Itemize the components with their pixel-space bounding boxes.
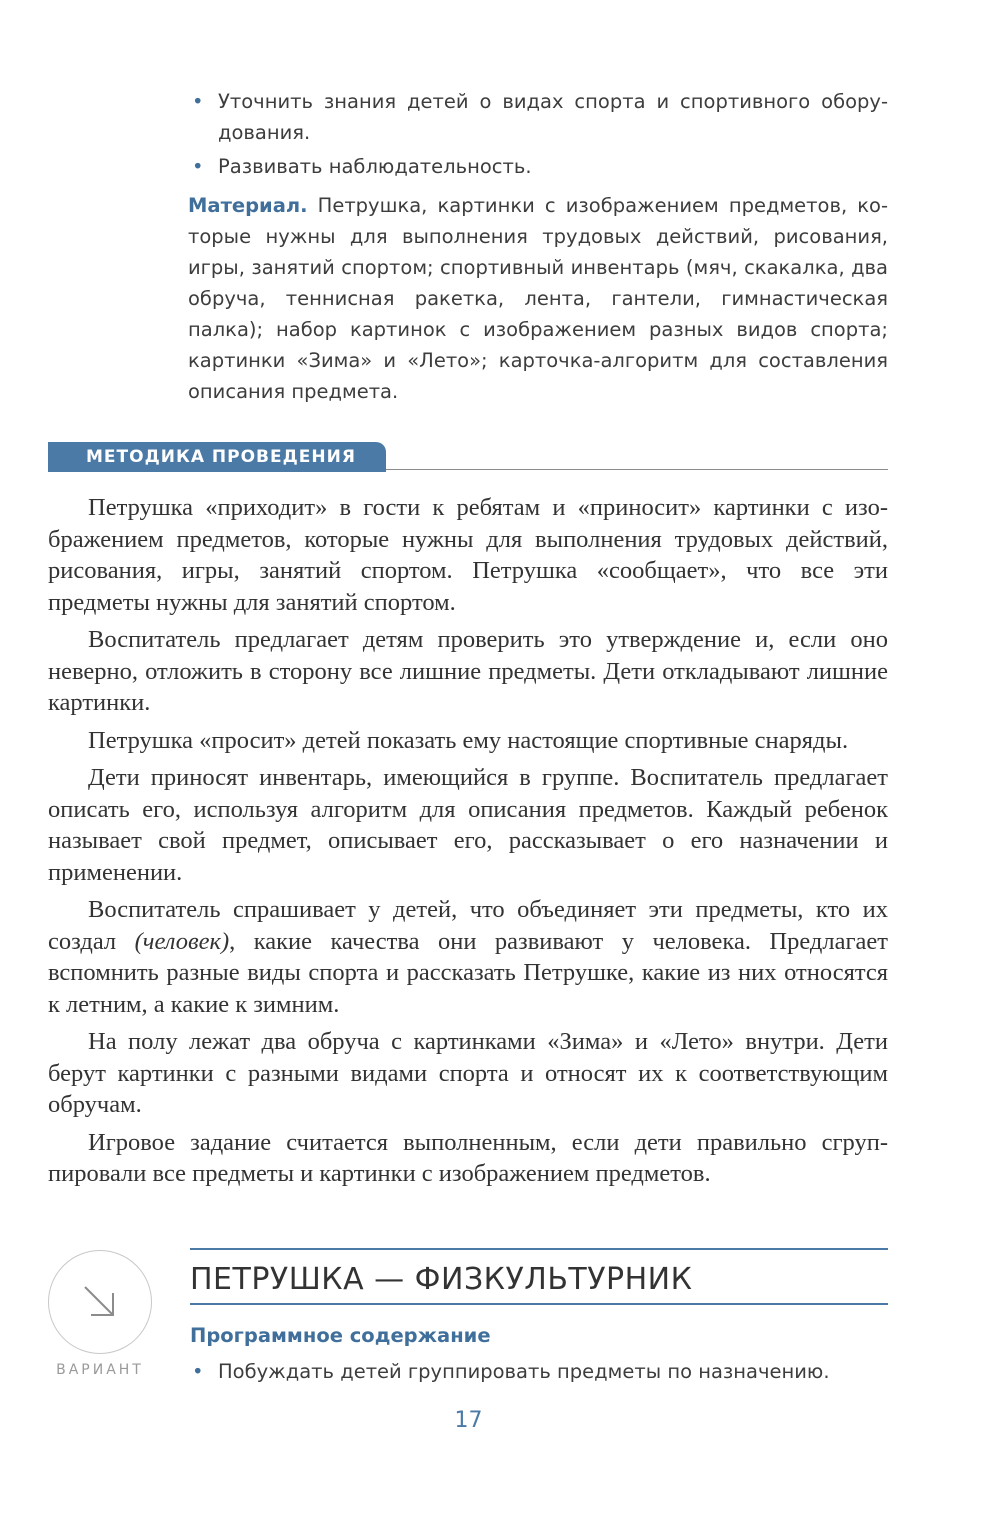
- paragraph: Воспитатель предлагает детям проверить это утверждение и, если оно неверно, отложить в сторону все лишние предметы. Дети откладывают лишние картинки.: [48, 626, 888, 716]
- page-number: 17: [454, 1408, 483, 1433]
- bullet-item: [188, 86, 888, 148]
- variant-label: ВАРИАНТ: [56, 1362, 144, 1378]
- paragraph-part: , какие качества они развивают у человека. Предлагает вспомнить разные виды спорта и рассказать Петрушке, какие из них относятся к летним, а какие к зимним.: [48, 927, 888, 1018]
- paragraph: Игровое задание считается выполненным, если дети правильно сгруппировали все предметы и картинки с изображением предметов.: [48, 1128, 888, 1187]
- bullet-dot-icon: •: [192, 1360, 204, 1383]
- paragraph-italic: (человек): [134, 927, 230, 955]
- bullet-item: [188, 1356, 918, 1387]
- paragraph: Петрушка «просит» детей показать ему настоящие спортивные снаряды.: [88, 726, 849, 754]
- material-paragraph: [188, 190, 888, 407]
- material-text: Петрушка, картинки с изображением предметов, которые нужны для выполнения трудовых действий, рисования, игры, занятий спортом; спортивный инвентарь (мяч, скакалка, два обруча, теннисная ракетка, лента, гантели, гимнастическая палка); набор картинок с изображением разных видов спорта; картинки «Зима» и «Лето»; карточка-алгоритм для составления описания предмета.: [188, 194, 888, 403]
- paragraph: Дети приносят инвентарь, имеющийся в группе. Воспитатель предлагает описать его, используя алгоритм для описания предметов. Каждый ребенок называет свой предмет, описывает его, рассказывает о его назначении и применении.: [48, 764, 888, 886]
- bullet-item: [188, 151, 888, 182]
- game-title: ПЕТРУШКА — ФИЗКУЛЬТУРНИК: [190, 1262, 693, 1297]
- paragraph: На полу лежат два обруча с картинками «Зима» и «Лето» внутри. Дети берут картинки с разными видами спорта и относят их к соответствующим обручам.: [48, 1028, 888, 1118]
- title-rule-top: [190, 1248, 888, 1250]
- section-heading: МЕТОДИКА ПРОВЕДЕНИЯ: [48, 442, 386, 472]
- method-text: [48, 492, 888, 1196]
- paragraph: Петрушка «приходит» в гости к ребятам и «приносит» картинки с изображением предметов, которые нужны для выполнения трудовых действий, рисования, игры, занятий спортом. Петрушка «сообщает», что все эти предметы нужны для занятий спортом.: [48, 494, 888, 616]
- bullet-dot-icon: •: [192, 155, 204, 178]
- program-content-heading: Программное содержание: [190, 1324, 491, 1347]
- variant-badge: [48, 1250, 152, 1354]
- bullet-dot-icon: •: [192, 90, 204, 113]
- title-rule-bottom: [190, 1303, 888, 1305]
- bullet-text: Уточнить знания детей о видах спорта и спортивного оборудования.: [218, 90, 888, 144]
- bullet-text: Развивать наблюдательность.: [218, 155, 532, 178]
- paragraph-part: Воспитатель спрашивает у детей, что объединяет эти предметы, кто их создал: [48, 896, 888, 955]
- objectives-block: [188, 86, 888, 407]
- arrow-down-right-icon: [79, 1281, 123, 1325]
- paragraph: [48, 894, 888, 1020]
- bullet-text: Побуждать детей группировать предметы по назначению.: [218, 1360, 830, 1383]
- material-label: Материал.: [188, 194, 308, 217]
- section-divider: [386, 469, 888, 470]
- section-header: [48, 442, 888, 472]
